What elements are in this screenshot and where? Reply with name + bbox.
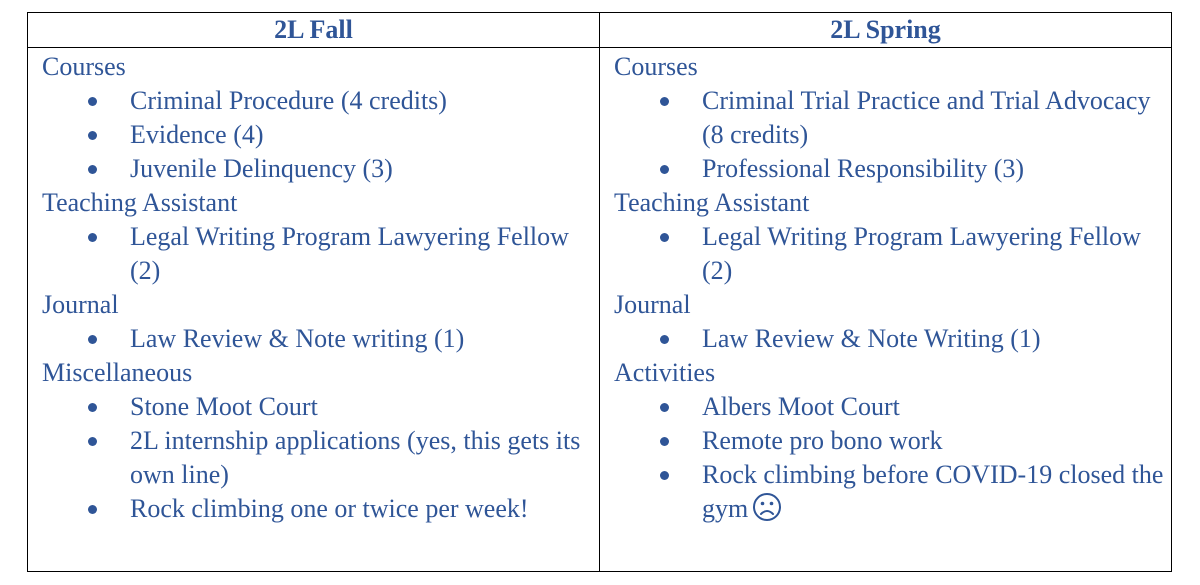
bullet-icon: [88, 505, 97, 514]
list-item: Legal Writing Program Lawyering Fellow (2): [42, 220, 599, 288]
bullet-icon: [660, 403, 669, 412]
bullet-icon: [660, 97, 669, 106]
fall-body: [28, 48, 599, 526]
bullet-icon: [88, 233, 97, 242]
list-item: Remote pro bono work: [614, 424, 1171, 458]
bullet-list: [614, 322, 1171, 356]
list-item: 2L internship applications (yes, this gets its own line): [42, 424, 599, 492]
bullet-list: [614, 390, 1171, 526]
section-title: Teaching Assistant: [614, 188, 810, 217]
bullet-icon: [88, 437, 97, 446]
bullet-icon: [88, 335, 97, 344]
section-title: Courses: [614, 52, 698, 81]
fall-section-courses: [42, 50, 599, 186]
list-item: Stone Moot Court: [42, 390, 599, 424]
fall-section-teaching: [42, 186, 599, 288]
list-item: Law Review & Note writing (1): [42, 322, 599, 356]
list-item: Rock climbing one or twice per week!: [42, 492, 599, 526]
list-item: Rock climbing before COVID-19 closed the gym: [614, 458, 1171, 526]
spring-section-journal: [614, 288, 1171, 356]
list-item: Professional Responsibility (3): [614, 152, 1171, 186]
fall-column: [28, 13, 600, 571]
section-title: Activities: [614, 358, 716, 387]
section-title: Miscellaneous: [42, 358, 193, 387]
bullet-icon: [660, 437, 669, 446]
frowning-face-icon: [752, 492, 782, 522]
spring-section-courses: [614, 50, 1171, 186]
list-item: Criminal Procedure (4 credits): [42, 84, 599, 118]
schedule-table: [27, 12, 1172, 572]
bullet-list: [42, 84, 599, 186]
bullet-icon: [88, 403, 97, 412]
bullet-list: [42, 220, 599, 288]
fall-section-misc: [42, 356, 599, 526]
list-item: Evidence (4): [42, 118, 599, 152]
bullet-list: [42, 322, 599, 356]
bullet-icon: [660, 335, 669, 344]
spring-section-teaching: [614, 186, 1171, 288]
list-item: Albers Moot Court: [614, 390, 1171, 424]
section-title: Journal: [42, 290, 119, 319]
bullet-icon: [660, 233, 669, 242]
bullet-icon: [88, 131, 97, 140]
fall-section-journal: [42, 288, 599, 356]
bullet-icon: [88, 97, 97, 106]
spring-body: [600, 48, 1171, 526]
bullet-icon: [660, 165, 669, 174]
spring-section-activities: [614, 356, 1171, 526]
bullet-icon: [660, 471, 669, 480]
fall-heading: 2L Fall: [28, 13, 599, 48]
list-item: Criminal Trial Practice and Trial Advocacy (8 credits): [614, 84, 1171, 152]
section-title: Courses: [42, 52, 126, 81]
section-title: Teaching Assistant: [42, 188, 238, 217]
bullet-list: [614, 220, 1171, 288]
list-item: Juvenile Delinquency (3): [42, 152, 599, 186]
spring-heading: 2L Spring: [600, 13, 1171, 48]
list-item: Legal Writing Program Lawyering Fellow (2): [614, 220, 1171, 288]
spring-column: [600, 13, 1171, 571]
bullet-list: [614, 84, 1171, 186]
list-item: Law Review & Note Writing (1): [614, 322, 1171, 356]
bullet-list: [42, 390, 599, 526]
bullet-icon: [88, 165, 97, 174]
section-title: Journal: [614, 290, 691, 319]
